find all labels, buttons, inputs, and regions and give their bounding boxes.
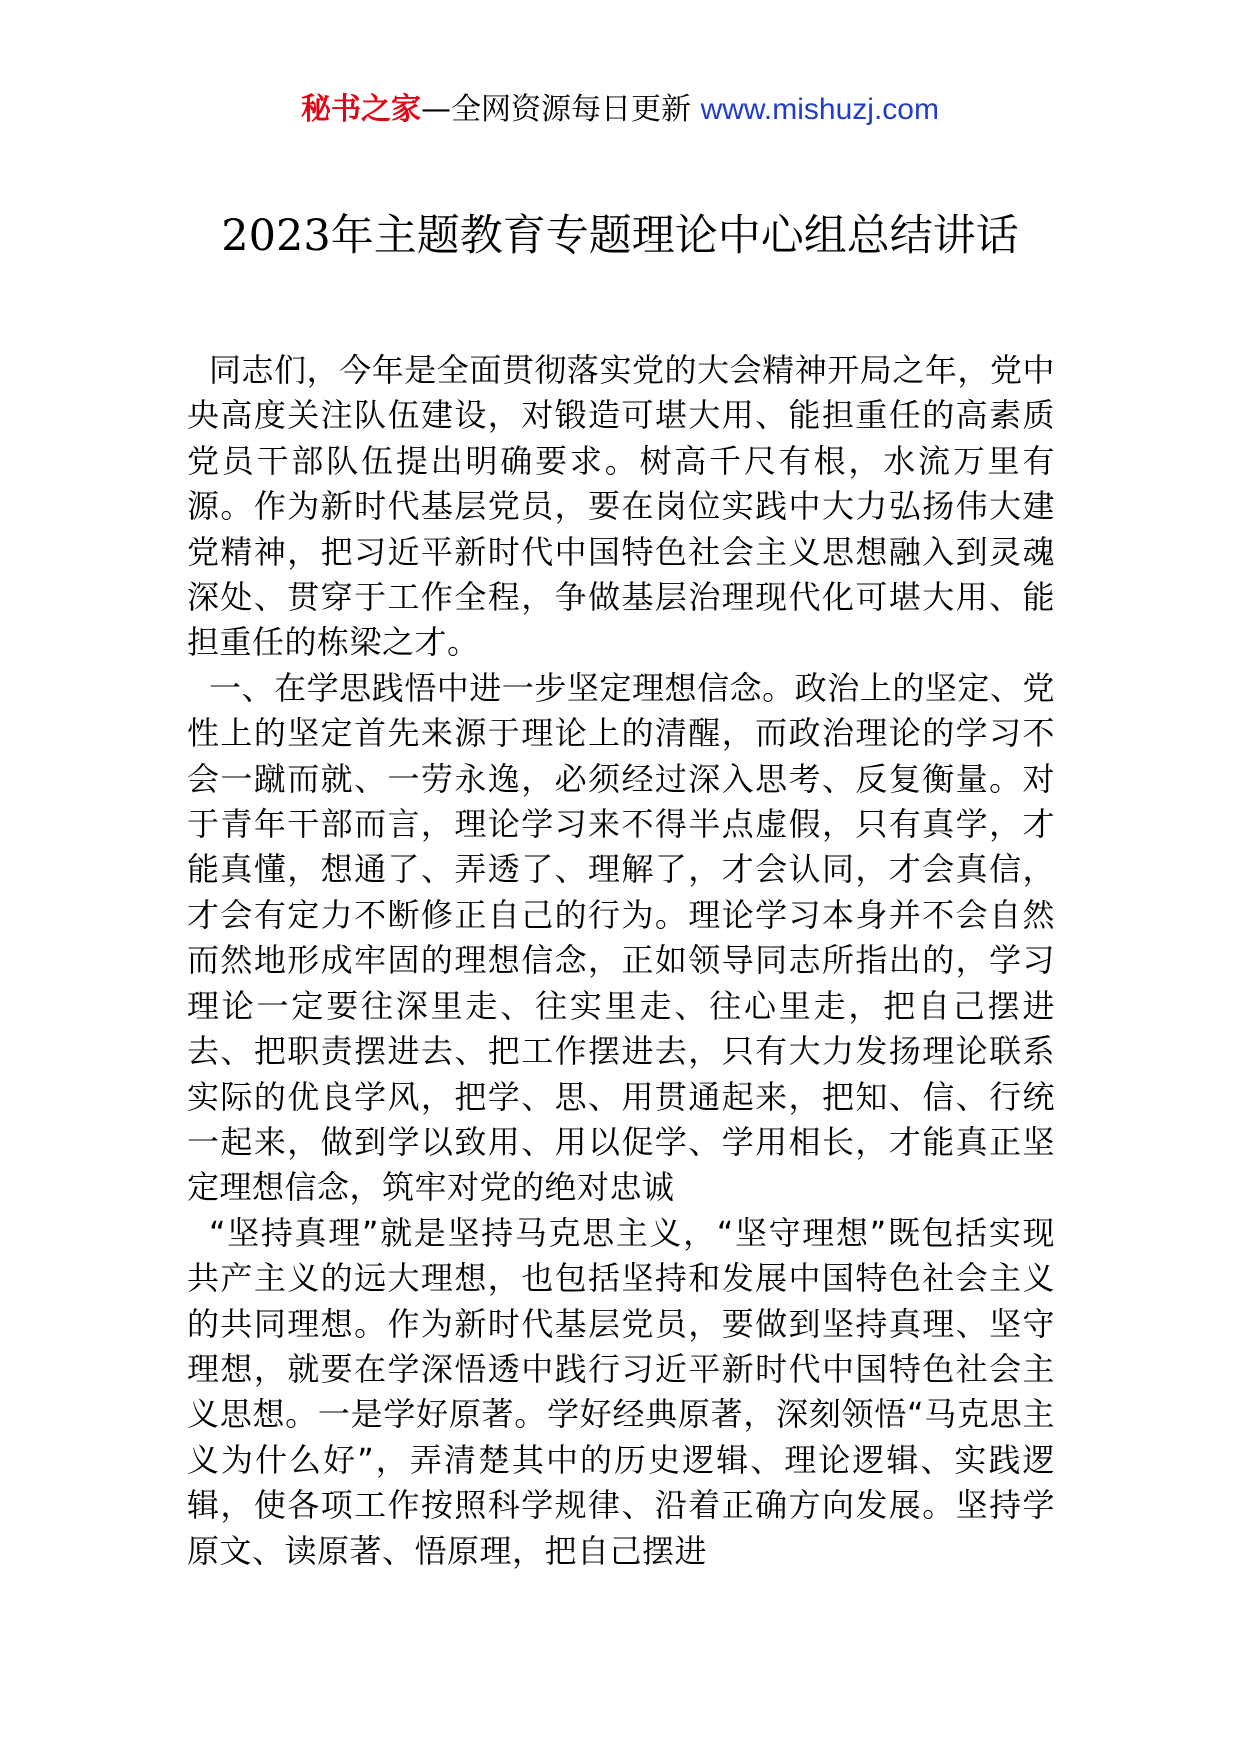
paragraph-section-one: 一、在学思践悟中进一步坚定理想信念。政治上的坚定、党性上的坚定首先来源于理论上的清醒，而政治理论的学习不会一蹴而就、一劳永逸，必须经过深入思考、反复衡量。对于青年干部而言，理论学习来不得半点虚假，只有真学，才能真懂，想通了、弄透了、理解了，才会认同，才会真信，才会有定力不断修正自己的行为。理论学习本身并不会自然而然地形成牢固的理想信念，正如领导同志所指出的，学习理论一定要往深里走、往实里走、往心里走，把自己摆进去、把职责摆进去、把工作摆进去，只有大力发扬理论联系实际的优良学风，把学、思、用贯通起来，把知、信、行统一起来，做到学以致用、用以促学、学用相长，才能真正坚定理想信念，筑牢对党的绝对忠诚 bbox=[187, 668, 1055, 1207]
site-header bbox=[0, 88, 1240, 132]
document-body bbox=[187, 348, 1055, 1574]
site-tagline: —全网资源每日更新 bbox=[421, 92, 692, 127]
site-brand: 秘书之家 bbox=[301, 92, 422, 127]
site-url-link[interactable]: www.mishuzj.com bbox=[700, 93, 939, 126]
paragraph-truth-ideals: “坚持真理”就是坚持马克思主义，“坚守理想”既包括实现共产主义的远大理想，也包括坚持和发展中国特色社会主义的共同理想。作为新时代基层党员，要做到坚持真理、坚守理想，就要在学深悟透中践行习近平新时代中国特色社会主义思想。一是学好原著。学好经典原著，深刻领悟“马克思主义为什么好”，弄清楚其中的历史逻辑、理论逻辑、实践逻辑，使各项工作按照科学规律、沿着正确方向发展。坚持学原文、读原著、悟原理，把自己摆进 bbox=[187, 1213, 1055, 1570]
document-title: 2023年主题教育专题理论中心组总结讲话 bbox=[221, 211, 1019, 261]
paragraph-intro: 同志们，今年是全面贯彻落实党的大会精神开局之年，党中央高度关注队伍建设，对锻造可堪大用、能担重任的高素质党员干部队伍提出明确要求。树高千尺有根，水流万里有源。作为新时代基层党员，要在岗位实践中大力弘扬伟大建党精神，把习近平新时代中国特色社会主义思想融入到灵魂深处、贯穿于工作全程，争做基层治理现代化可堪大用、能担重任的栋梁之才。 bbox=[187, 351, 1055, 662]
